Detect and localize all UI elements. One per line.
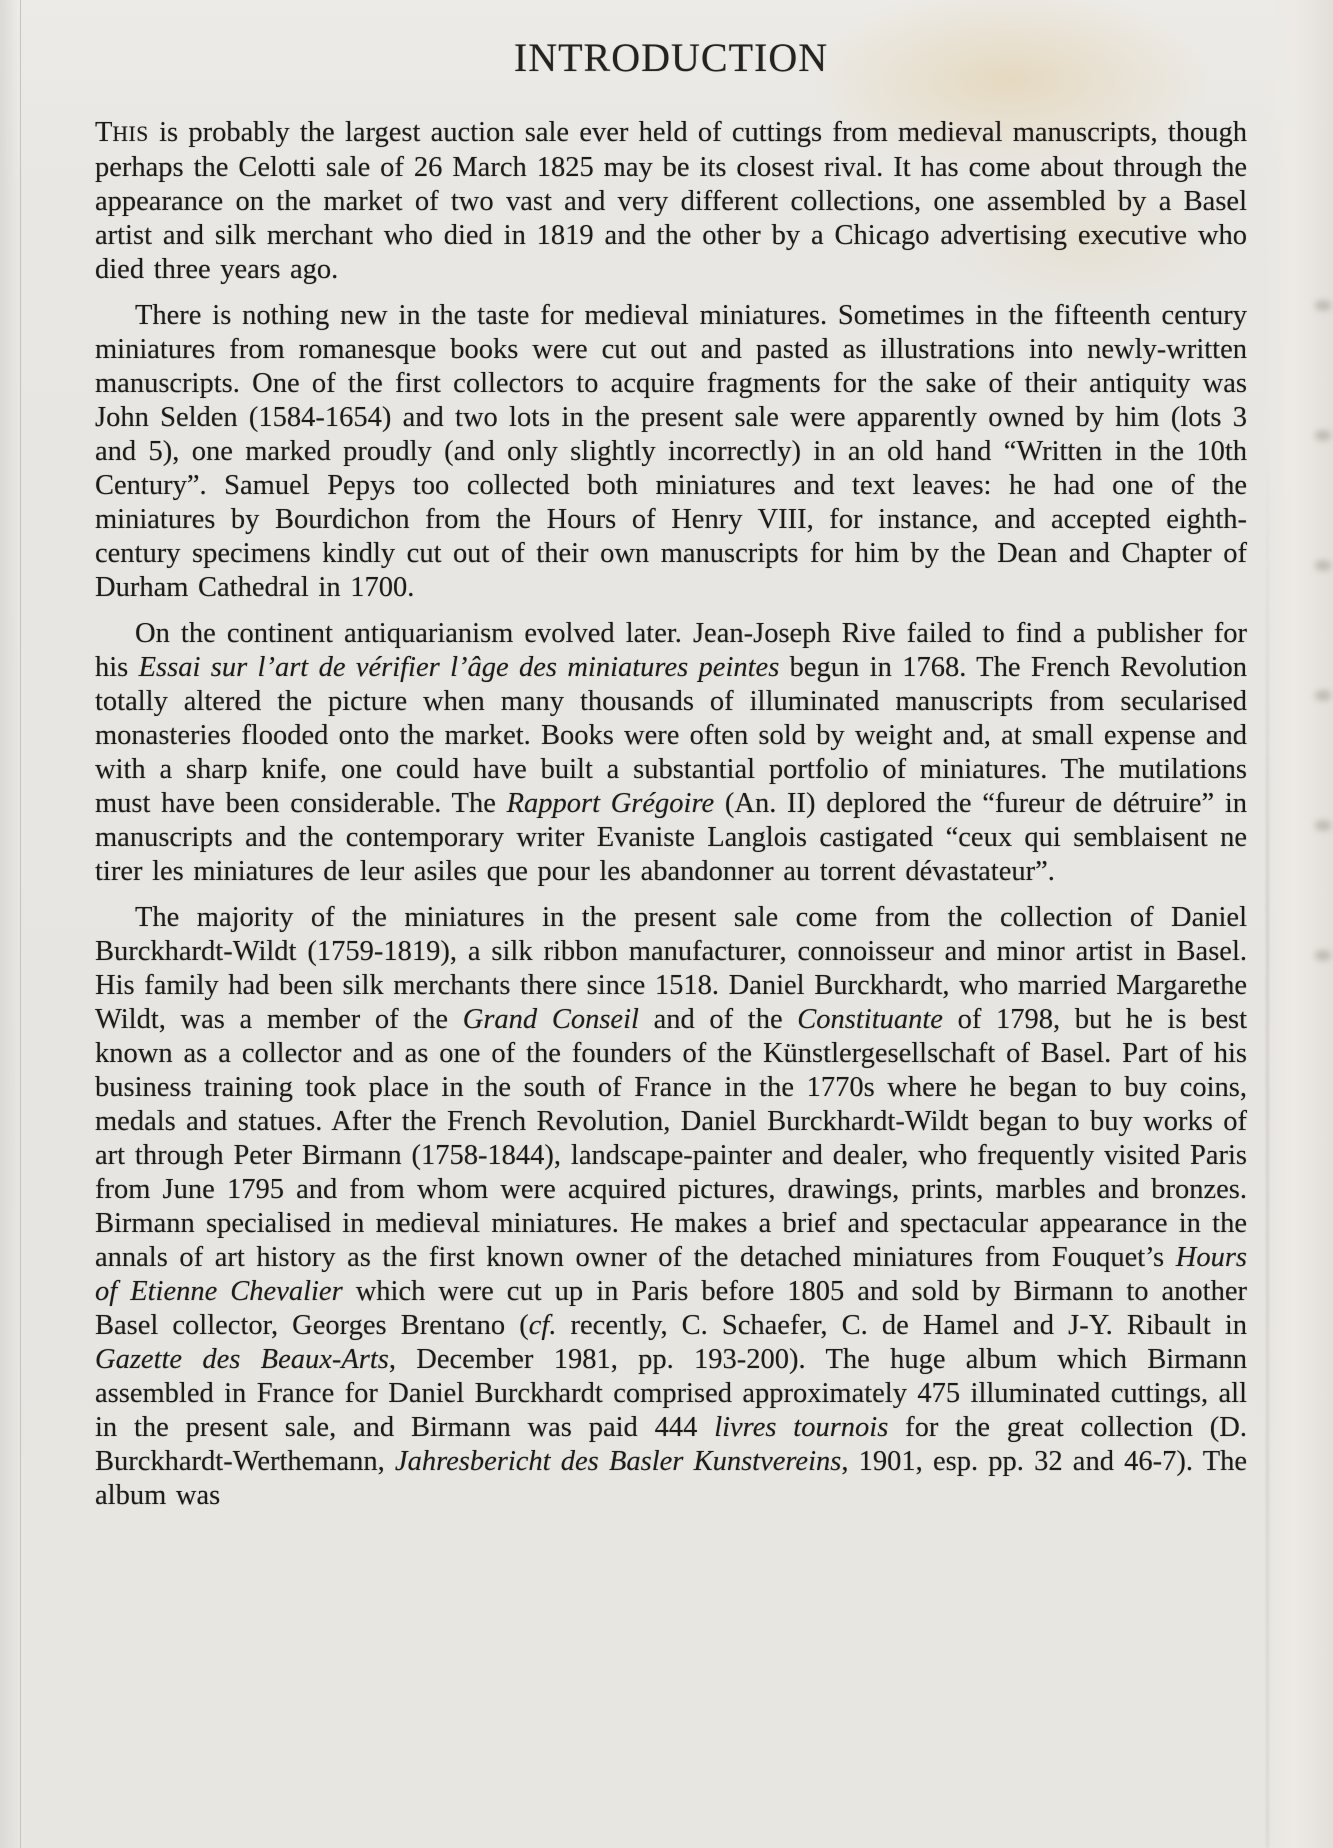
italic-run: Gazette des Beaux-Arts (95, 1344, 389, 1375)
scan-artifact (1315, 300, 1331, 311)
page-right-edge-shadow (1263, 0, 1333, 1848)
paragraph (95, 299, 1247, 605)
italic-run: Rapport Grégoire (506, 788, 715, 819)
scan-artifact (1315, 430, 1331, 441)
paragraph (95, 617, 1247, 889)
page-title: INTRODUCTION (513, 35, 829, 80)
italic-run: Constituante (797, 1004, 943, 1035)
text-run: T (95, 117, 113, 148)
smallcaps-run: HIS (112, 122, 149, 146)
text-run: is probably the largest auction sale ever held of cuttings from medieval manuscripts, though perhaps the Celotti sale of 26 March 1825 may be its closest rival. It has come about through the appearance on the market of two vast and very different collections, one assembled by a Basel artist and silk merchant who died in 1819 and the other by a Chicago advertising executive who died three years ago. (95, 117, 1247, 285)
italic-run: Jahresbericht des Basler Kunstvereins (394, 1446, 842, 1477)
scan-crease (1266, 430, 1269, 1848)
text-run: recently, C. Schaefer, C. de Hamel and J-Y. Ribault in (556, 1310, 1247, 1341)
scan-artifact (1315, 690, 1331, 701)
italic-run: cf. (528, 1310, 557, 1341)
text-run: of 1798, but he is best known as a collector and as one of the founders of the Künstlergesellschaft of Basel. Part of his business training took place in the south of France in the 1770s where he began to buy coins, medals and statues. After the French Revolution, Daniel Burckhardt-Wildt began to buy works of art through Peter Birmann (1758-1844), landscape-painter and dealer, who frequently visited Paris from June 1795 and from whom were acquired pictures, drawings, prints, marbles and bronzes. Birmann specialised in medieval miniatures. He makes a brief and spectacular appearance in the annals of art history as the first known owner of the detached miniatures from Fouquet’s (95, 1004, 1247, 1273)
italic-run: Grand Conseil (462, 1004, 639, 1035)
text-run: (An. II) deplored the “fureur de détruire” in manuscripts and the contemporary writer Evaniste Langlois castigated “ceux qui semblaisent ne tirer les miniatures de leur asiles que pour les abandonner au torrent dévastateur”. (95, 788, 1247, 887)
text-run: which were cut up in Paris before 1805 and sold by Birmann to another Basel collector, Georges Brentano ( (95, 1276, 1247, 1341)
scan-artifact (1315, 950, 1331, 961)
scan-artifact (1315, 820, 1331, 831)
text-run: The majority of the miniatures in the present sale come from the collection of Daniel Burckhardt-Wildt (1759-1819), a silk ribbon manufacturer, connoisseur and minor artist in Basel. His family had been silk merchants there since 1518. Daniel Burckhardt, who married Margarethe Wildt, was a member of the (95, 902, 1247, 1035)
text-run: begun in 1768. The French Revolution totally altered the picture when many thousands of illuminated manuscripts from secularised monasteries flooded onto the market. Books were often sold by weight and, at small expense and with a sharp knife, one could have built a substantial portfolio of miniatures. The mutilations must have been considerable. The (95, 652, 1247, 819)
text-run: There is nothing new in the taste for medieval miniatures. Sometimes in the fifteenth century miniatures from romanesque books were cut out and pasted as illustrations into newly-written manuscripts. One of the first collectors to acquire fragments for the sake of their antiquity was John Selden (1584-1654) and two lots in the present sale were apparently owned by him (lots 3 and 5), one marked proudly (and only slightly incorrectly) in an old hand “Written in the 10th Century”. Samuel Pepys too collected both miniatures and text leaves: he had one of the miniatures by Bourdichon from the Hours of Henry VIII, for instance, and accepted eighth-century specimens kindly cut out of their own manuscripts for him by the Dean and Chapter of Durham Cathedral in 1700. (95, 300, 1247, 603)
scan-artifact (1315, 560, 1331, 571)
paragraph (95, 901, 1247, 1513)
text-run: On the continent antiquarianism evolved later. Jean-Joseph Rive failed to find a publisher for his (95, 618, 1247, 683)
page-left-edge-shadow (0, 0, 21, 1848)
italic-run: Hours of Etienne Chevalier (95, 1242, 1247, 1307)
text-run: , 1901, esp. pp. 32 and 46-7). The album was (95, 1446, 1248, 1511)
text-run: and of the (638, 1004, 798, 1035)
text-run: , December 1981, pp. 193-200). The huge album which Birmann assembled in France for Daniel Burckhardt comprised approximately 475 illuminated cuttings, all in the present sale, and Birmann was paid 444 (95, 1344, 1247, 1443)
paragraphs-container (95, 116, 1247, 1525)
paragraph (95, 116, 1247, 287)
italic-run: livres tournois (714, 1412, 889, 1443)
italic-run: Essai sur l’art de vérifier l’âge des miniatures peintes (138, 652, 780, 683)
text-run: for the great collection (D. Burckhardt-Werthemann, (95, 1412, 1248, 1477)
